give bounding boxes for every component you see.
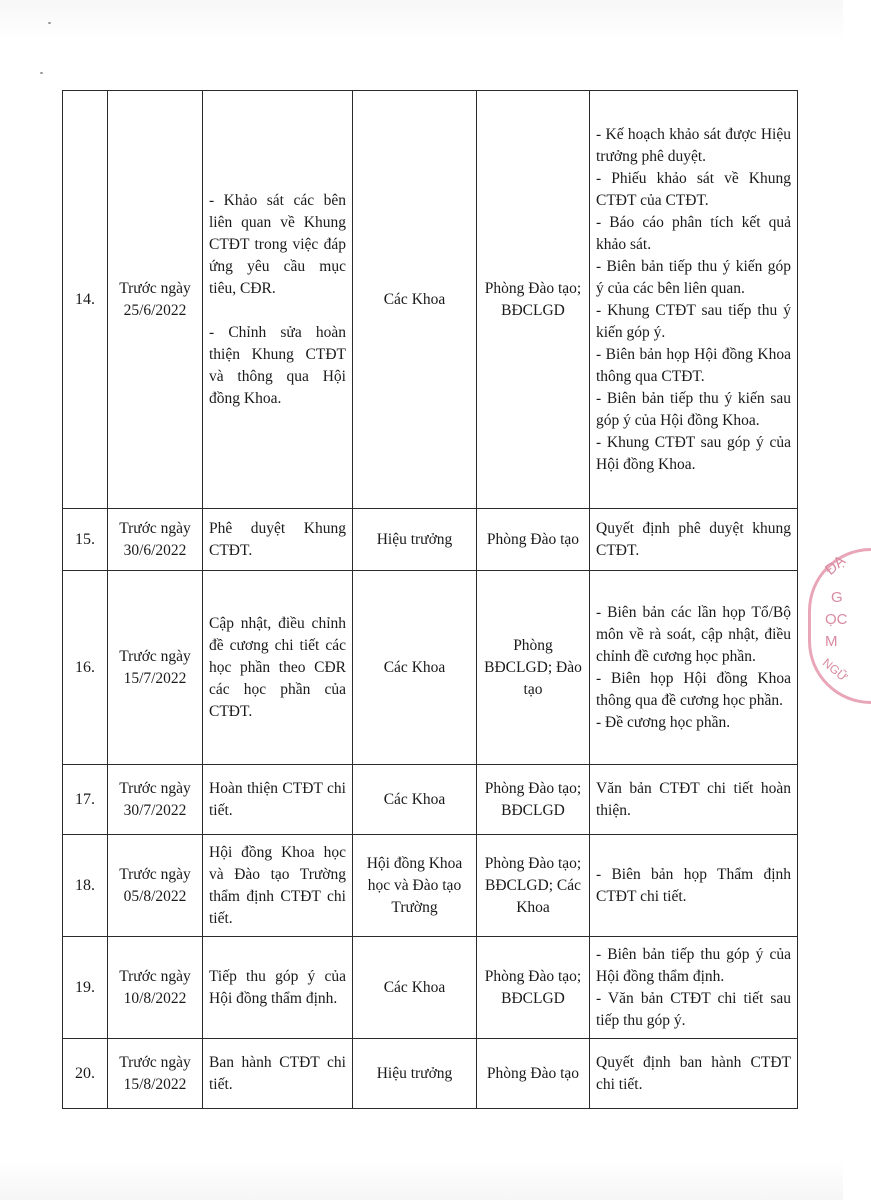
row-number: 19. xyxy=(63,937,108,1039)
task-cell: Phê duyệt Khung CTĐT. xyxy=(203,509,353,571)
task-cell: Hoàn thiện CTĐT chi tiết. xyxy=(203,765,353,835)
row-number: 18. xyxy=(63,835,108,937)
lead-unit-cell: Hội đồng Khoa học và Đào tạo Trường xyxy=(353,835,477,937)
schedule-table xyxy=(62,90,798,1109)
deadline-cell xyxy=(108,571,203,765)
coordinating-unit-cell: Phòng Đào tạo xyxy=(477,1039,590,1109)
deadline-cell xyxy=(108,1039,203,1109)
output-cell: Quyết định ban hành CTĐT chi tiết. xyxy=(590,1039,798,1109)
coordinating-unit-cell: Phòng BĐCLGD; Đào tạo xyxy=(477,571,590,765)
row-number: 14. xyxy=(63,91,108,509)
row-number: 15. xyxy=(63,509,108,571)
deadline-text: Trước ngày 25/6/2022 xyxy=(119,279,191,319)
row-number: 16. xyxy=(63,571,108,765)
coordinating-unit-cell: Phòng Đào tạo; BĐCLGD xyxy=(477,937,590,1039)
output-cell: - Kế hoạch khảo sát được Hiệu trưởng phê duyệt. - Phiếu khảo sát về Khung CTĐT của CTĐT. - Báo cáo phân tích kết quả khảo sát. - Biên bản tiếp thu ý kiến góp ý của các bên liên quan. - Khung CTĐT sau tiếp thu ý kiến góp ý. - Biên bản họp Hội đồng Khoa thông qua CTĐT. - Biên bản tiếp thu ý kiến sau góp ý của Hội đồng Khoa. - Khung CTĐT sau góp ý của Hội đồng Khoa. xyxy=(590,91,798,509)
table-row xyxy=(63,91,798,509)
scan-speck xyxy=(48,22,51,24)
table-row xyxy=(63,835,798,937)
table-row xyxy=(63,571,798,765)
row-number: 17. xyxy=(63,765,108,835)
deadline-cell xyxy=(108,835,203,937)
lead-unit-cell: Các Khoa xyxy=(353,765,477,835)
seal-text: ĐẠ xyxy=(821,552,849,579)
table-row xyxy=(63,509,798,571)
deadline-text: Trước ngày 10/8/2022 xyxy=(119,967,191,1007)
lead-unit-cell: Các Khoa xyxy=(353,937,477,1039)
deadline-cell xyxy=(108,765,203,835)
output-cell: - Biên bản các lần họp Tổ/Bộ môn về rà soát, cập nhật, điều chỉnh đề cương học phần. - Biên họp Hội đồng Khoa thông qua đề cương học phần. - Đề cương học phần. xyxy=(590,571,798,765)
output-cell: Văn bản CTĐT chi tiết hoàn thiện. xyxy=(590,765,798,835)
scan-speck xyxy=(40,72,43,74)
deadline-cell xyxy=(108,91,203,509)
coordinating-unit-cell: Phòng Đào tạo; BĐCLGD xyxy=(477,765,590,835)
lead-unit-cell: Các Khoa xyxy=(353,571,477,765)
seal-text: ỌC xyxy=(825,611,848,628)
deadline-text: Trước ngày 05/8/2022 xyxy=(119,865,191,905)
deadline-text: Trước ngày 15/7/2022 xyxy=(119,647,191,687)
deadline-cell xyxy=(108,509,203,571)
deadline-text: Trước ngày 15/8/2022 xyxy=(119,1053,191,1093)
task-cell: Ban hành CTĐT chi tiết. xyxy=(203,1039,353,1109)
deadline-cell xyxy=(108,937,203,1039)
task-cell: Tiếp thu góp ý của Hội đồng thẩm định. xyxy=(203,937,353,1039)
table-row xyxy=(63,1039,798,1109)
task-cell: Cập nhật, điều chỉnh đề cương chi tiết các học phần theo CĐR các học phần của CTĐT. xyxy=(203,571,353,765)
seal-text: G xyxy=(831,589,843,606)
coordinating-unit-cell: Phòng Đào tạo; BĐCLGD xyxy=(477,91,590,509)
deadline-text: Trước ngày 30/6/2022 xyxy=(119,519,191,559)
lead-unit-cell: Hiệu trưởng xyxy=(353,509,477,571)
table-row xyxy=(63,765,798,835)
output-cell: Quyết định phê duyệt khung CTĐT. xyxy=(590,509,798,571)
coordinating-unit-cell: Phòng Đào tạo xyxy=(477,509,590,571)
coordinating-unit-cell: Phòng Đào tạo; BĐCLGD; Các Khoa xyxy=(477,835,590,937)
deadline-text: Trước ngày 30/7/2022 xyxy=(119,779,191,819)
output-cell: - Biên bản tiếp thu góp ý của Hội đồng thẩm định. - Văn bản CTĐT chi tiết sau tiếp thu góp ý. xyxy=(590,937,798,1039)
official-seal-fragment xyxy=(808,548,871,704)
seal-text: NGỮ xyxy=(819,655,851,685)
row-number: 20. xyxy=(63,1039,108,1109)
task-cell: - Khảo sát các bên liên quan về Khung CTĐT trong việc đáp ứng yêu cầu mục tiêu, CĐR. - Chỉnh sửa hoàn thiện Khung CTĐT và thông qua Hội đồng Khoa. xyxy=(203,91,353,509)
lead-unit-cell: Hiệu trưởng xyxy=(353,1039,477,1109)
table-row xyxy=(63,937,798,1039)
task-cell: Hội đồng Khoa học và Đào tạo Trường thẩm định CTĐT chi tiết. xyxy=(203,835,353,937)
seal-text: M xyxy=(825,633,838,650)
output-cell: - Biên bản họp Thẩm định CTĐT chi tiết. xyxy=(590,835,798,937)
lead-unit-cell: Các Khoa xyxy=(353,91,477,509)
